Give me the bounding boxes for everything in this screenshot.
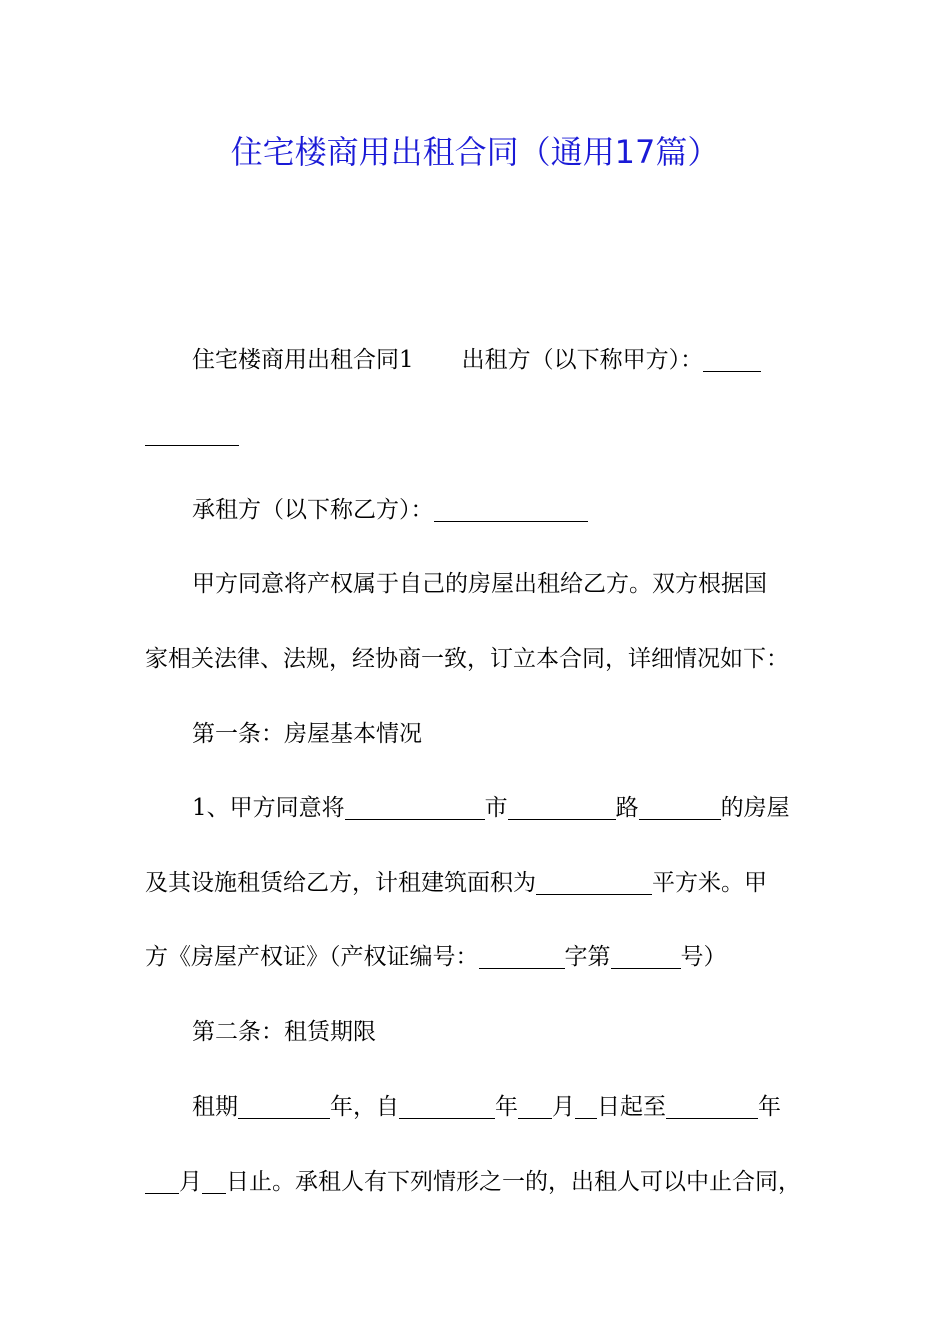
paragraph-text: 市	[484, 795, 508, 821]
blank-line	[202, 1167, 226, 1194]
paragraph-line	[145, 1087, 872, 1127]
blank-line	[518, 1092, 552, 1119]
paragraph-text: 月	[552, 1094, 575, 1120]
blank-line	[536, 868, 652, 895]
document-title: 住宅楼商用出租合同（通用17篇）	[230, 133, 720, 171]
paragraph-text: 字第	[564, 944, 611, 970]
paragraph-text: 平方米。甲	[652, 870, 767, 896]
paragraph-text: 1、甲方同意将	[192, 795, 345, 821]
blank-line	[703, 345, 761, 372]
blank-line	[666, 1092, 758, 1119]
blank-line	[345, 793, 485, 820]
section-heading	[145, 714, 872, 754]
paragraph-text: 租期	[192, 1094, 238, 1120]
paragraph-line	[145, 937, 825, 977]
paragraph-line	[145, 564, 872, 604]
lessor-label: 出租方（以下称甲方）：	[461, 347, 704, 373]
lessee-label: 承租方（以下称乙方）：	[192, 497, 434, 523]
section-title: 第二条：租赁期限	[192, 1019, 376, 1045]
blank-line	[238, 1092, 330, 1119]
paragraph-text: 及其设施租赁给乙方，计租建筑面积为	[145, 870, 536, 896]
paragraph-text: 年	[495, 1094, 518, 1120]
paragraph-text: 方《房屋产权证》（产权证编号：	[145, 944, 479, 970]
paragraph-text: 甲方同意将产权属于自己的房屋出租给乙方。双方根据国	[192, 571, 767, 597]
blank-line	[508, 793, 616, 820]
paragraph-text: 家相关法律、法规，经协商一致，订立本合同，详细情况如下：	[145, 646, 789, 672]
paragraph-line	[145, 340, 872, 380]
blank-line	[611, 942, 681, 969]
section-title: 第一条：房屋基本情况	[192, 721, 422, 747]
paragraph-line	[145, 414, 825, 454]
contract-heading: 住宅楼商用出租合同1	[192, 347, 414, 373]
paragraph-line	[145, 788, 872, 828]
paragraph-line	[145, 863, 825, 903]
paragraph-line	[145, 639, 825, 679]
paragraph-text: 号）	[680, 944, 727, 970]
blank-line	[479, 942, 565, 969]
section-heading	[145, 1012, 872, 1052]
paragraph-text: 的房屋	[720, 795, 790, 821]
paragraph-text: 年	[758, 1094, 781, 1120]
paragraph-text: 日起至	[597, 1094, 666, 1120]
paragraph-line	[145, 1162, 825, 1202]
paragraph-text: 日止。承租人有下列情形之一的，出租人可以中止合同，	[226, 1169, 801, 1195]
blank-line	[145, 419, 239, 446]
blank-line	[399, 1092, 495, 1119]
paragraph-text: 年，自	[330, 1094, 399, 1120]
blank-line	[575, 1092, 597, 1119]
blank-line	[434, 495, 588, 522]
paragraph-line	[145, 490, 872, 530]
blank-line	[639, 793, 721, 820]
blank-line	[145, 1167, 179, 1194]
paragraph-text: 路	[615, 795, 639, 821]
paragraph-text: 月	[179, 1169, 202, 1195]
